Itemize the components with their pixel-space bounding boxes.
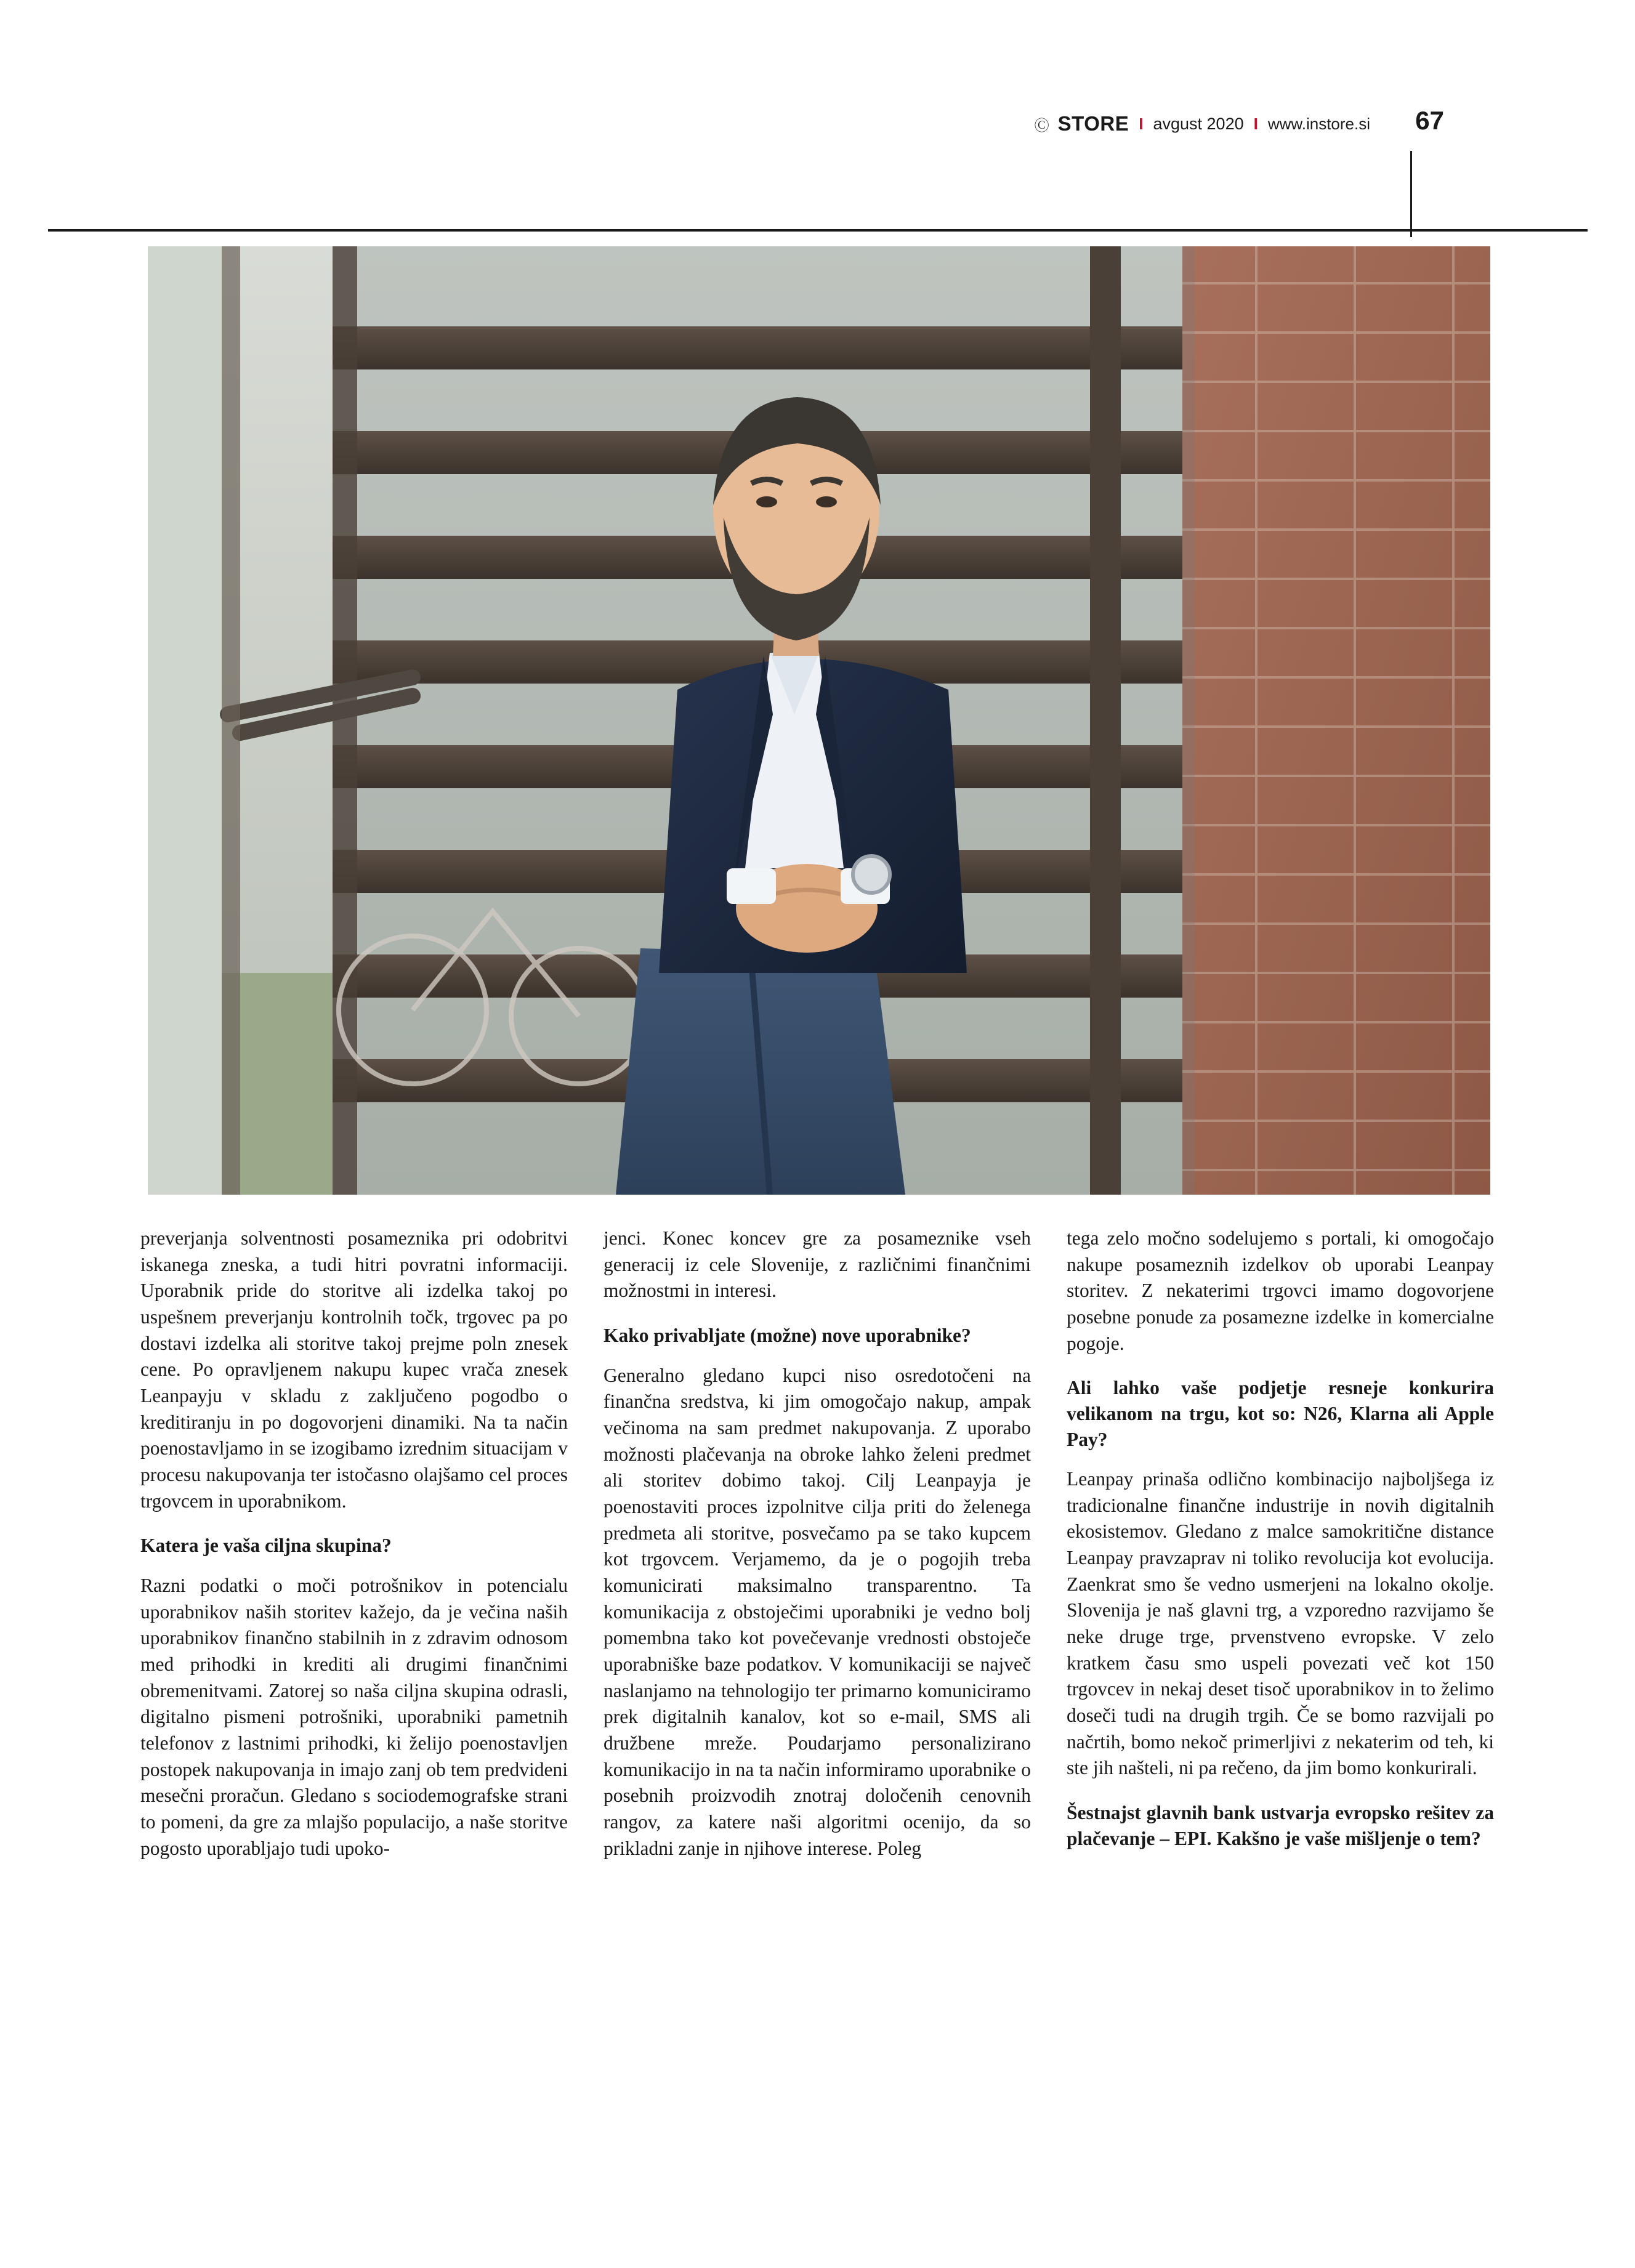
paragraph: Generalno gledano kupci niso osredotočeni na finančna sredstva, ki jim omogočajo nakup, ampak večinoma na sam predmet nakupovanja. Z uporabo možnosti plačevanja na obroke lahko želeni predmet ali storitev dobimo takoj. Cilj Leanpayja je poenostaviti proces izpolnitve cilja priti do želenega predmeta ali storitve, posvečamo pa se tako kupcem kot trgovcem. Verjamemo, da je o pogojih treba komunicirati maksimalno transparentno. Ta komunikacija z obstoječimi uporabniki je vedno bolj pomembna tako kot povečevanje vrednosti obstoječe uporabniške baze podatkov. V komunikaciji se največ naslanjamo na tehnologijo ter primarno komuniciramo prek digitalnih kanalov, kot so e-mail, SMS ali družbene mreže. Poudarjamo personalizirano komunikacijo in na ta način informiramo uporabnike o posebnih proizvodih znotraj določenih cenovnih rangov, za katere naši algoritmi ocenijo, da so prikladni zanje in njihove interese. Poleg: [604, 1364, 1031, 1859]
question-heading: Katera je vaša ciljna skupina?: [140, 1535, 392, 1557]
paragraph: tega zelo močno sodelujemo s portali, ki omogočajo nakupe posameznih izdelkov ob uporabi Leanpay storitev. Z nekaterimi trgovci imamo dogovorjene posebne ponude za posamezne izdelke in komercialne pogoje.: [1067, 1227, 1494, 1354]
header-masthead: [1035, 112, 1370, 135]
issue-date: avgust 2020: [1153, 114, 1244, 133]
column-2: [604, 1225, 1031, 2125]
column-3: [1067, 1225, 1494, 2125]
column-1: [140, 1225, 568, 2125]
question-heading: Ali lahko vaše podjetje resneje konkurira velikanom na trgu, kot so: N26, Klarna ali Apple Pay?: [1067, 1377, 1494, 1450]
article-photo: [148, 246, 1490, 1195]
portrait-photo-illustration: [148, 246, 1490, 1195]
paragraph: Leanpay prinaša odlično kombinacijo najboljšega iz tradicionalne finančne industrije in novih digitalnih ekosistemov. Gledano z malce samokritične distance Leanpay pravzaprav ni toliko revolucija kot evolucija. Zaenkrat smo še vedno usmerjeni na lokalno okolje. Slovenija je naš glavni trg, a vzporedno razvijamo še neke druge trge, prvenstveno evropske. V zelo kratkem času smo uspeli povezati več kot 150 trgovcev in nekaj deset tisoč uporabnikov in to želimo doseči tudi na drugih trgih. Če se bomo razvijali po načrtih, bomo nekoč primerljivi z nekaterim od teh, ki ste jih našteli, ni pa rečeno, da jim bomo konkurirali.: [1067, 1468, 1494, 1779]
article-body: [140, 1225, 1495, 2125]
page-header: [0, 111, 1635, 148]
header-separator-2: I: [1253, 114, 1258, 133]
paragraph: preverjanja solventnosti posameznika pri odobritvi iskanega zneska, a tudi hitri povratni informaciji. Uporabnik pride do storitve ali izdelka takoj po uspešnem preverjanju kontrolnih točk, trgovec pa po dostavi izdelka ali storitve takoj prejme poln znesek cene. Po opravljenem nakupu kupec vrača znesek Leanpayju v skladu z zaključeno pogodbo o kreditiranju in po dogovorjeni dinamiki. Na ta način poenostavljamo in se izogibamo izrednim situacijam v procesu nakupovanja ter istočasno olajšamo cel proces trgovcem in uporabnikom.: [140, 1227, 568, 1512]
question-heading: Kako privabljate (možne) nove uporabnike?: [604, 1325, 971, 1347]
page-number: 67: [1415, 106, 1444, 135]
question-heading: Šestnajst glavnih bank ustvarja evropsko rešitev za plačevanje – EPI. Kakšno je vaše mišljenje o tem?: [1067, 1802, 1494, 1849]
content-top-rule: [48, 229, 1588, 232]
brand-name: STORE: [1057, 112, 1129, 135]
paragraph: Razni podatki o moči potrošnikov in potencialu uporabnikov naših storitev kažejo, da je večina naših uporabnikov finančno stabilnih in z zdravim odnosom med prihodki in krediti ali drugimi finančnimi obremenitvami. Zatorej so naša ciljna skupina odrasli, digitalno pismeni potrošniki, uporabniki pametnih telefonov z lastnimi prihodki, ki želijo poenostavljen postopek nakupovanja in imajo zanj ob tem predvideni mesečni proračun. Gledano s sociodemografske strani to pomeni, da gre za mlajšo populacijo, a naše storitve pogosto uporabljajo tudi upoko-: [140, 1574, 568, 1859]
website-url: www.instore.si: [1267, 114, 1370, 133]
paragraph: jenci. Konec koncev gre za posameznike vseh generacij iz cele Slovenije, z različnimi finančnimi možnostmi in interesi.: [604, 1227, 1031, 1302]
header-divider-rule: [1410, 151, 1412, 237]
copyright-icon: Ⓒ: [1034, 117, 1049, 134]
header-separator-1: I: [1139, 114, 1144, 133]
